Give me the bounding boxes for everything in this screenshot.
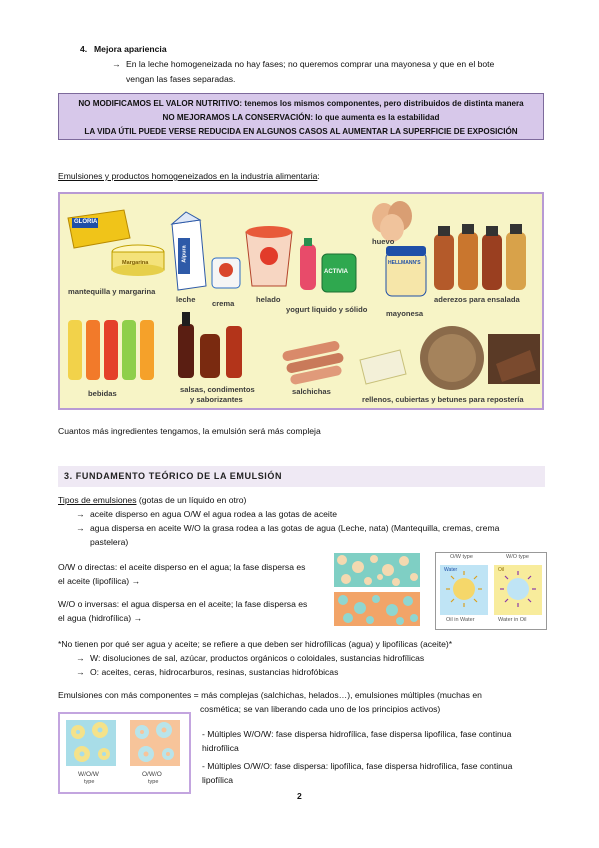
owo-line1: - Múltiples O/W/O: fase dispersa: lipofílica, fase dispersa hidrofílica, fase continua (202, 761, 513, 771)
multi-line1: Emulsiones con más componentes = más complejas (salchichas, helados…), emulsiones múltiples (muchas en (58, 690, 482, 700)
label-mantequilla: mantequilla y margarina (68, 287, 156, 296)
wow-label: W/O/W (78, 771, 99, 778)
diagram-water-in-oil: Water in Oil (498, 617, 527, 623)
types-heading (58, 494, 246, 506)
pkg-hellmanns: HELLMANN'S (388, 260, 421, 266)
diagram-oil-in-water: Oil in Water (446, 617, 475, 623)
wow-type: type (84, 779, 95, 785)
label-salsas1: salsas, condimentos (180, 385, 255, 394)
diagram-ow-type: O/W type (450, 554, 473, 560)
types-heading-rest: (gotas de un líquido en otro) (136, 495, 247, 505)
products-heading-text: Emulsiones y productos homogeneizados en la industria alimentaria (58, 171, 318, 181)
food-collage (58, 192, 544, 410)
list-sub-line1 (112, 58, 494, 70)
pkg-alpura: Alpura (181, 245, 188, 263)
note-w-text: W: disoluciones de sal, azúcar, productos orgánicos o coloidales, sustancias hidrofílicas (90, 653, 425, 663)
drink-bottles-icon (68, 320, 154, 380)
label-yogurt: yogurt liquido y sólido (286, 305, 368, 314)
notice-line3: LA VIDA ÚTIL PUEDE VERSE REDUCIDA EN ALGUNOS CASOS AL AUMENTAR LA SUPERFICIE DE EXPOSICIÓN (84, 127, 518, 136)
ow-line2: el aceite (lipofílica) → (58, 576, 141, 586)
page-number: 2 (297, 791, 302, 801)
pkg-margarina: Margarina (122, 260, 149, 266)
note-o-text: O: aceites, ceras, hidrocarburos, resinas, sustancias hidrofóbicas (90, 667, 339, 677)
emulsion-type-diagram (435, 552, 547, 630)
section-header (58, 466, 545, 487)
arrow-icon: → (76, 523, 85, 533)
multi-line2: cosmética; se van liberando cada uno de los principios activos) (200, 704, 441, 714)
note-w-item (76, 652, 424, 664)
pkg-gloria: GLORIA (74, 219, 98, 225)
section-title: 3. FUNDAMENTO TEÓRICO DE LA EMULSIÓN (64, 471, 283, 481)
types-item2-line2: pastelera) (90, 537, 129, 547)
yogurt-bottle-icon (300, 238, 316, 290)
ow-line1: O/W o directas: el aceite disperso en el agua; la fase dispersa es (58, 562, 306, 572)
owo-type: type (148, 779, 159, 785)
arrow-icon: → (76, 653, 85, 663)
types-item1-text: aceite disperso en agua O/W el agua rodea a las gotas de aceite (90, 509, 337, 519)
products-heading-colon: : (317, 171, 320, 181)
diagram-oil: Oil (498, 567, 505, 573)
complexity-note: Cuantos más ingredientes tengamos, la emulsión será más compleja (58, 426, 321, 436)
sausages-icon (282, 340, 345, 385)
wo-line1: W/O o inversas: el agua dispersa en el aceite; la fase dispersa es (58, 599, 308, 609)
diagram-water: Water (444, 567, 458, 573)
label-huevo: huevo (372, 237, 395, 246)
list-sub-text1: En la leche homogeneizada no hay fases; no queremos comprar una mayonesa y que en el bote (126, 59, 495, 69)
notice-box (58, 93, 544, 140)
label-salchichas: salchichas (292, 387, 331, 396)
label-rellenos: rellenos, cubiertas y betunes para repostería (362, 395, 524, 404)
cream-cup-icon (212, 258, 240, 288)
note-o-item (76, 666, 338, 678)
types-item1 (76, 508, 337, 520)
label-aderezos: aderezos para ensalada (434, 295, 520, 304)
ow-texture-icon (334, 553, 420, 587)
note-line: *No tienen por qué ser agua y aceite; se refiere a que deben ser hidrofílicas (agua) y lipofílicas (aceite)* (58, 639, 453, 649)
label-crema: crema (212, 299, 235, 308)
notice-line2: NO MEJORAMOS LA CONSERVACIÓN: lo que aumenta es la estabilidad (162, 113, 440, 122)
label-bebidas: bebidas (88, 389, 117, 398)
label-salsas2: y saborizantes (190, 395, 243, 404)
arrow-icon: → (112, 59, 121, 69)
types-heading-text: Tipos de emulsiones (58, 495, 137, 505)
arrow-icon: → (76, 509, 85, 519)
label-helado: helado (256, 295, 281, 304)
list-number: 4. (80, 44, 88, 54)
products-heading (58, 170, 320, 182)
label-mayonesa: mayonesa (386, 309, 424, 318)
pkg-activia: ACTIVIA (324, 269, 348, 275)
ice-cream-tub-icon (246, 226, 292, 286)
types-item2-text: agua dispersa en aceite W/O la grasa rodea a las gotas de agua (Leche, nata) (Mantequilla, cremas, crema (90, 523, 500, 533)
wow-line2: hidrofílica (202, 743, 239, 753)
label-leche: leche (176, 295, 196, 304)
butter-package-icon (68, 210, 130, 248)
wow-line1: - Múltiples W/O/W: fase dispersa hidrofílica, fase dispersa lipofílica, fase continua (202, 729, 512, 739)
arrow-icon: → (76, 667, 85, 677)
owo-line2: lipofílica (202, 775, 234, 785)
wo-line2: el agua (hidrofílica) → (58, 613, 143, 623)
desserts-icon (360, 326, 540, 390)
diagram-wo-type: W/O type (506, 554, 529, 560)
list-sub-line2: vengan las fases separadas. (126, 74, 236, 84)
mayonnaise-jar-icon (386, 246, 426, 296)
salad-dressing-bottles-icon (434, 224, 526, 290)
multiple-emulsion-graphic (60, 714, 189, 792)
types-item2 (76, 522, 499, 534)
wo-texture-icon (334, 592, 420, 626)
notice-line1: NO MODIFICAMOS EL VALOR NUTRITIVO: tenemos los mismos componentes, pero distribuidos de distinta manera (78, 99, 524, 108)
list-title: Mejora apariencia (94, 44, 167, 54)
owo-label: O/W/O (142, 771, 162, 778)
multiple-emulsion-diagram (58, 712, 191, 794)
sauce-bottles-icon (178, 312, 242, 378)
